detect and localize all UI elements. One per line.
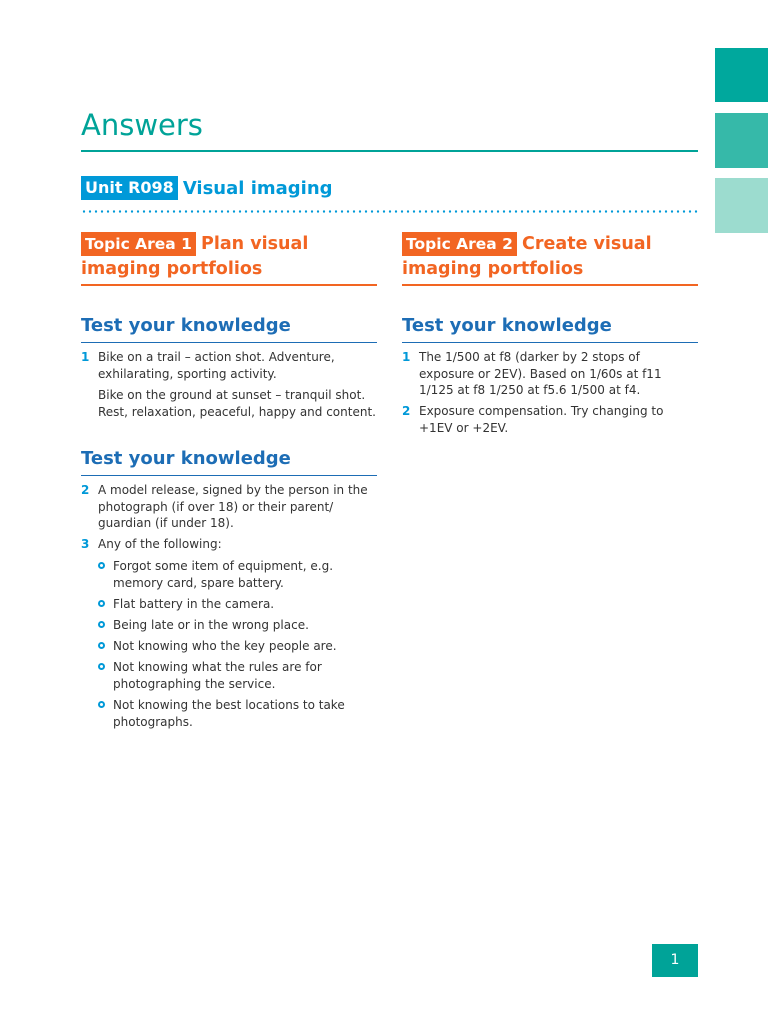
bullet-item — [98, 558, 377, 591]
unit-badge: Unit R098 — [81, 176, 178, 200]
bullet-text: Not knowing who the key people are. — [113, 639, 337, 653]
bullet-item — [98, 596, 377, 613]
bullet-icon — [98, 642, 105, 649]
bullet-icon — [98, 562, 105, 569]
section-heading: Test your knowledge — [402, 315, 612, 336]
bullet-item — [98, 638, 377, 655]
answer-item — [81, 482, 377, 532]
bullet-text: Forgot some item of equipment, e.g. memory card, spare battery. — [113, 559, 334, 590]
bullet-text: Being late or in the wrong place. — [113, 618, 309, 632]
page-title: Answers — [81, 108, 203, 142]
answer-item — [402, 403, 698, 436]
section-tab-1 — [715, 48, 768, 102]
answer-number: 2 — [81, 483, 90, 497]
answer-number: 1 — [402, 350, 411, 364]
section-divider — [402, 342, 698, 343]
answer-item — [81, 536, 377, 553]
section-divider — [81, 475, 377, 476]
bullet-icon — [98, 600, 105, 607]
topic-heading-left — [81, 232, 377, 282]
bullet-text: Not knowing what the rules are for photographing the service. — [113, 660, 322, 691]
answer-item — [402, 349, 698, 399]
page-number: 1 — [652, 944, 698, 977]
topic-title-line-1: Create visual — [522, 234, 652, 254]
bullet-item — [98, 617, 377, 634]
topic-divider-left — [81, 284, 377, 286]
answer-text: Exposure compensation. Try changing to +1EV or +2EV. — [419, 404, 664, 435]
section-tab-3 — [715, 178, 768, 233]
answer-number: 1 — [81, 350, 90, 364]
answer-number: 2 — [402, 404, 411, 418]
topic-badge: Topic Area 1 — [81, 232, 196, 256]
answer-text: Any of the following: — [98, 537, 222, 551]
answer-item — [81, 349, 377, 382]
dotted-divider — [81, 210, 698, 213]
answer-extra: Bike on the ground at sunset – tranquil shot. Rest, relaxation, peaceful, happy and content. — [98, 388, 376, 419]
topic-title-line-2: imaging portfolios — [402, 259, 584, 279]
answer-number: 3 — [81, 537, 90, 551]
section-heading: Test your knowledge — [81, 315, 291, 336]
topic-divider-right — [402, 284, 698, 286]
bullet-icon — [98, 663, 105, 670]
topic-heading-right — [402, 232, 698, 282]
bullet-item — [98, 697, 377, 730]
unit-heading — [81, 176, 333, 200]
section-divider — [81, 342, 377, 343]
bullet-text: Flat battery in the camera. — [113, 597, 275, 611]
answer-text: A model release, signed by the person in the photograph (if over 18) or their parent/ guardian (if under 18). — [98, 483, 368, 530]
title-divider — [81, 150, 698, 152]
bullet-icon — [98, 701, 105, 708]
section-heading: Test your knowledge — [81, 448, 291, 469]
bullet-item — [98, 659, 377, 692]
topic-badge: Topic Area 2 — [402, 232, 517, 256]
topic-title-line-1: Plan visual — [201, 234, 309, 254]
topic-title-line-2: imaging portfolios — [81, 259, 263, 279]
bullet-icon — [98, 621, 105, 628]
answer-text: The 1/500 at f8 (darker by 2 stops of exposure or 2EV). Based on 1/60s at f11 1/125 at f8 1/250 at f5.6 1/500 at f4. — [419, 350, 662, 397]
unit-title: Visual imaging — [182, 177, 333, 199]
section-tab-2 — [715, 113, 768, 168]
answer-text: Bike on a trail – action shot. Adventure, exhilarating, sporting activity. — [98, 350, 335, 381]
bullet-text: Not knowing the best locations to take photographs. — [113, 698, 345, 729]
